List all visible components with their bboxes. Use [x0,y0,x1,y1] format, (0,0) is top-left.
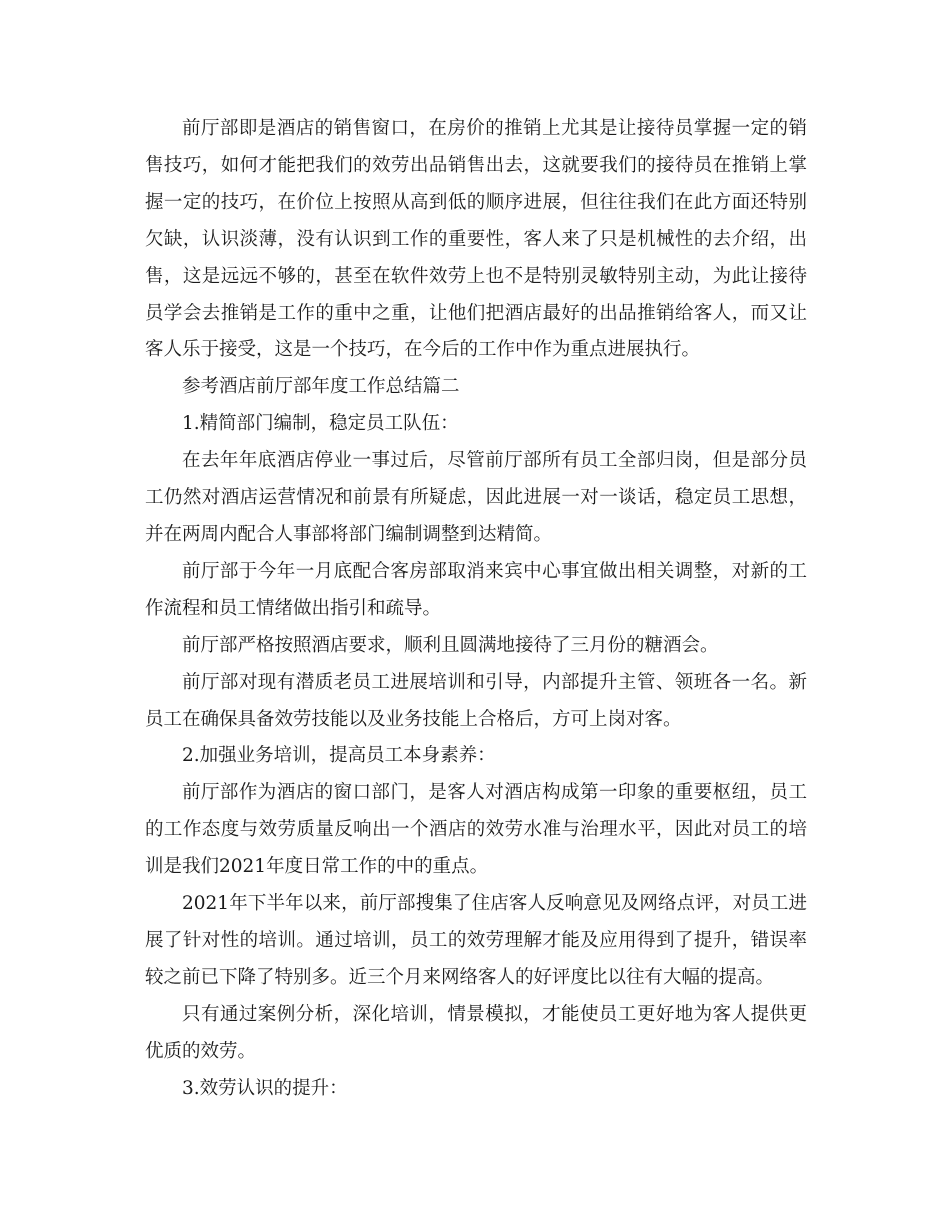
paragraph-january-adjustment: 前厅部于今年一月底配合客房部取消来宾中心事宜做出相关调整，对新的工作流程和员工情绪做出指引和疏导。 [145,560,807,619]
paragraph-window-department: 前厅部作为酒店的窗口部门，是客人对酒店构成第一印象的重要枢纽，员工的工作态度与效劳质量反响出一个酒店的效劳水准与治理水平，因此对员工的培训是我们2021年度日常工作的中的重点。 [145,782,807,878]
paragraph-sales-skills: 前厅部即是酒店的销售窗口，在房价的推销上尤其是让接待员掌握一定的销售技巧，如何才能把我们的效劳出品销售出去，这就要我们的接待员在推销上掌握一定的技巧，在价位上按照从高到低的顺序进展，但往往我们在此方面还特别欠缺，认识淡薄，没有认识到工作的重要性，客人来了只是机械性的去介绍，出售，这是远远不够的，甚至在软件效劳上也不是特别灵敏特别主动，为此让接待员学会去推销是工作的重中之重，让他们把酒店最好的出品推销给客人，而又让客人乐于接受，这是一个技巧，在今后的工作中作为重点进展执行。 [145,118,807,361]
section-heading-part-two: 参考酒店前厅部年度工作总结篇二 [182,376,460,398]
paragraph-march-reception: 前厅部严格按照酒店要求，顺利且圆满地接待了三月份的糖酒会。 [182,634,719,656]
paragraph-case-analysis: 只有通过案例分析，深化培训，情景模拟，才能使员工更好地为客人提供更优质的效劳。 [145,1003,807,1062]
subheading-streamline-department: 1.精简部门编制，稳定员工队伍： [182,413,459,435]
paragraph-feedback-training: 2021年下半年以来，前厅部搜集了住店客人反响意见及网络点评，对员工进展了针对性的培训。通过培训，员工的效劳理解才能及应用得到了提升，错误率较之前已下降了特别多。近三个月来网络客人的好评度比以往有大幅的提高。 [145,893,807,988]
paragraph-staff-promotion: 前厅部对现有潜质老员工进展培训和引导，内部提升主管、领班各一名。新员工在确保具备效劳技能以及业务技能上合格后，方可上岗对客。 [145,671,807,730]
subheading-service-awareness: 3.效劳认识的提升： [182,1077,348,1099]
subheading-business-training: 2.加强业务培训，提高员工本身素养： [182,745,496,767]
document-body [145,111,807,1107]
paragraph-staff-stability: 在去年年底酒店停业一事过后，尽管前厅部所有员工全部归岗，但是部分员工仍然对酒店运营情况和前景有所疑虑，因此进展一对一谈话，稳定员工思想，并在两周内配合人事部将部门编制调整到达精简。 [145,450,807,545]
